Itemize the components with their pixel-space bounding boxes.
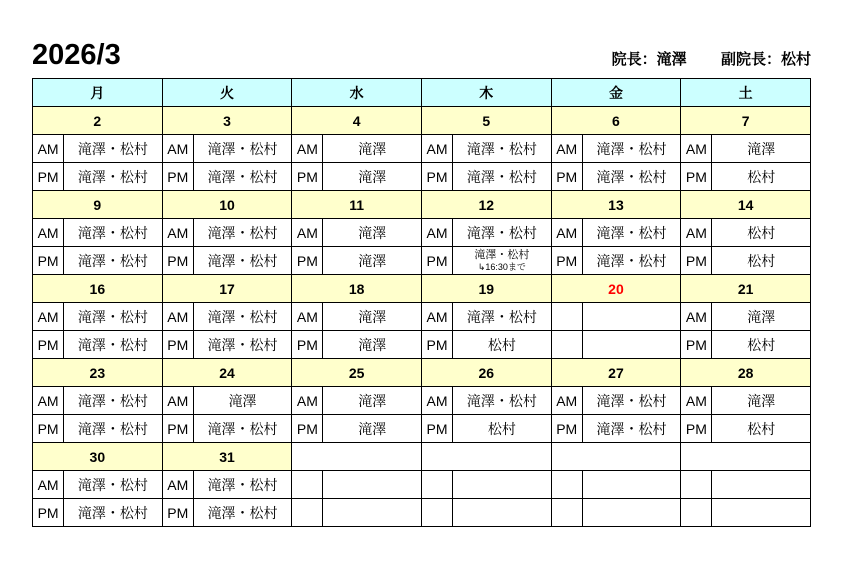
shift-staff-cell: 松村 [712,163,811,191]
am-label: AM [33,387,64,415]
date-cell: 12 [421,191,551,219]
shift-staff-cell: 滝澤・松村 [64,415,163,443]
date-cell: 16 [33,275,163,303]
shift-staff-cell: 滝澤 [323,387,422,415]
shift-staff-cell: 松村 [712,219,811,247]
shift-staff-cell: 滝澤 [193,387,292,415]
am-label: AM [162,219,193,247]
am-row [33,219,811,247]
date-cell: 13 [551,191,681,219]
shift-staff-cell: 滝澤・松村 [453,387,552,415]
page-title: 2026/3 [32,39,121,71]
date-cell: 11 [292,191,422,219]
vice-director-label: 副院長：松村 [720,51,811,68]
pm-row [33,163,811,191]
date-cell: 28 [681,359,811,387]
shift-staff-cell: 滝澤・松村 [582,247,681,275]
date-cell: 26 [421,359,551,387]
shift-staff-cell: 松村 [712,331,811,359]
shift-staff-cell: 滝澤・松村 [193,499,292,527]
shift-staff-cell: 滝澤・松村 [582,387,681,415]
shift-staff-cell: 滝澤・松村 [64,135,163,163]
am-label: AM [681,135,712,163]
date-row [33,443,811,471]
shift-staff-cell: 滝澤・松村 [193,415,292,443]
date-cell: 20 [551,275,681,303]
pm-label: PM [33,247,64,275]
empty-shift-cell [453,471,552,499]
date-cell: 6 [551,107,681,135]
am-label: AM [292,303,323,331]
date-cell: 2 [33,107,163,135]
shift-staff-cell: 滝澤 [323,135,422,163]
shift-staff-cell: 滝澤・松村 [193,303,292,331]
pm-label: PM [292,331,323,359]
shift-staff-cell: 滝澤・松村 [582,415,681,443]
am-label: AM [681,219,712,247]
empty-shift-cell [582,471,681,499]
pm-label: PM [33,415,64,443]
pm-label: PM [681,163,712,191]
shift-staff-cell [582,303,681,331]
pm-label: PM [551,247,582,275]
date-cell: 21 [681,275,811,303]
dow-header-cell: 月 [33,79,163,107]
shift-staff-cell: 滝澤・松村 [64,331,163,359]
am-label: AM [681,303,712,331]
am-label: AM [551,219,582,247]
shift-staff-cell: 松村 [453,415,552,443]
pm-label: PM [421,415,452,443]
shift-staff-cell: 滝澤・松村 [64,471,163,499]
pm-label: PM [292,415,323,443]
pm-label: PM [162,163,193,191]
empty-shift-cell [453,499,552,527]
date-cell: 10 [162,191,292,219]
date-cell: 3 [162,107,292,135]
schedule-table [32,78,811,527]
pm-label: PM [162,499,193,527]
pm-label: PM [162,415,193,443]
am-label: AM [421,387,452,415]
shift-staff-cell: 滝澤 [712,387,811,415]
am-label: AM [551,387,582,415]
am-label: AM [33,471,64,499]
empty-cell [551,443,681,471]
shift-staff-cell: 滝澤・松村 [453,135,552,163]
shift-staff-cell: 滝澤 [323,331,422,359]
shift-staff-cell: 松村 [712,415,811,443]
am-label: AM [292,219,323,247]
am-row [33,135,811,163]
date-row [33,107,811,135]
am-label: AM [162,387,193,415]
director-label: 院長：滝澤 [611,51,687,68]
shift-staff-cell: 滝澤・松村 [64,499,163,527]
pm-label: PM [421,163,452,191]
shift-staff-cell: 滝澤 [712,135,811,163]
shift-staff-cell: 滝澤 [323,415,422,443]
shift-staff-cell [582,331,681,359]
pm-label: PM [421,331,452,359]
am-label: AM [292,135,323,163]
dow-header-cell: 火 [162,79,292,107]
empty-shift-cell [582,499,681,527]
date-cell: 23 [33,359,163,387]
dow-header-cell: 水 [292,79,422,107]
date-cell: 30 [33,443,163,471]
dow-header-row [33,79,811,107]
shift-staff-cell: 滝澤・松村 [193,163,292,191]
am-label: AM [33,219,64,247]
shift-staff-cell: 滝澤・松村 [193,135,292,163]
shift-staff-cell: 滝澤・松村 [453,219,552,247]
dow-header-cell: 金 [551,79,681,107]
empty-cell [421,471,452,499]
am-label: AM [33,303,64,331]
shift-staff-name: 滝澤・松村 [474,248,530,261]
shift-staff-cell: 滝澤・松村 [64,303,163,331]
shift-staff-cell: 滝澤・松村 [453,303,552,331]
pm-label: PM [421,247,452,275]
shift-staff-cell: 滝澤・松村 [193,247,292,275]
pm-row [33,499,811,527]
pm-label: PM [33,163,64,191]
am-label: AM [162,303,193,331]
shift-staff-cell: 滝澤・松村 [64,387,163,415]
am-label: AM [33,135,64,163]
pm-label: PM [292,163,323,191]
date-cell: 7 [681,107,811,135]
pm-label: PM [33,331,64,359]
date-cell: 25 [292,359,422,387]
am-label: AM [681,387,712,415]
am-label: AM [292,387,323,415]
empty-cell [292,499,323,527]
empty-cell [551,303,582,331]
shift-staff-cell: 滝澤・松村 [64,163,163,191]
shift-staff-cell: 滝澤・松村 [453,163,552,191]
empty-cell [551,331,582,359]
staff-line [612,48,811,69]
am-label: AM [162,471,193,499]
pm-label: PM [162,331,193,359]
pm-row [33,331,811,359]
empty-cell [551,471,582,499]
pm-label: PM [551,163,582,191]
pm-label: PM [162,247,193,275]
shift-staff-cell: 滝澤 [323,303,422,331]
shift-staff-cell: 滝澤・松村 [193,219,292,247]
empty-cell [292,471,323,499]
shift-staff-cell [453,247,552,275]
pm-label: PM [681,247,712,275]
shift-staff-cell: 滝澤 [323,247,422,275]
am-row [33,387,811,415]
empty-shift-cell [712,471,811,499]
shift-staff-cell: 松村 [712,247,811,275]
shift-staff-cell: 滝澤・松村 [64,219,163,247]
shift-staff-cell: 滝澤・松村 [193,471,292,499]
empty-cell [551,499,582,527]
shift-staff-cell: 滝澤 [323,163,422,191]
date-cell: 18 [292,275,422,303]
date-cell: 31 [162,443,292,471]
am-label: AM [162,135,193,163]
shift-staff-cell: 滝澤・松村 [193,331,292,359]
empty-cell [292,443,422,471]
date-cell: 27 [551,359,681,387]
empty-shift-cell [323,499,422,527]
pm-label: PM [551,415,582,443]
empty-cell [421,443,551,471]
date-cell: 19 [421,275,551,303]
empty-cell [421,499,452,527]
date-row [33,275,811,303]
empty-shift-cell [712,499,811,527]
pm-label: PM [33,499,64,527]
empty-cell [681,443,811,471]
shift-staff-cell: 滝澤・松村 [582,163,681,191]
date-cell: 17 [162,275,292,303]
date-cell: 24 [162,359,292,387]
am-row [33,471,811,499]
am-row [33,303,811,331]
pm-label: PM [292,247,323,275]
empty-cell [681,471,712,499]
pm-label: PM [681,331,712,359]
date-cell: 9 [33,191,163,219]
pm-row [33,415,811,443]
shift-note: ↳16:30まで [477,261,526,272]
am-label: AM [421,219,452,247]
shift-staff-cell: 滝澤・松村 [64,247,163,275]
am-label: AM [421,303,452,331]
shift-staff-cell: 松村 [453,331,552,359]
page-header [32,38,811,76]
dow-header-cell: 土 [681,79,811,107]
shift-staff-cell: 滝澤・松村 [582,219,681,247]
pm-label: PM [681,415,712,443]
shift-staff-cell: 滝澤 [712,303,811,331]
shift-staff-cell: 滝澤 [323,219,422,247]
date-row [33,359,811,387]
am-label: AM [421,135,452,163]
empty-cell [681,499,712,527]
shift-staff-cell: 滝澤・松村 [582,135,681,163]
date-cell: 14 [681,191,811,219]
am-label: AM [551,135,582,163]
date-cell: 4 [292,107,422,135]
date-cell: 5 [421,107,551,135]
pm-row [33,247,811,275]
dow-header-cell: 木 [421,79,551,107]
date-row [33,191,811,219]
empty-shift-cell [323,471,422,499]
